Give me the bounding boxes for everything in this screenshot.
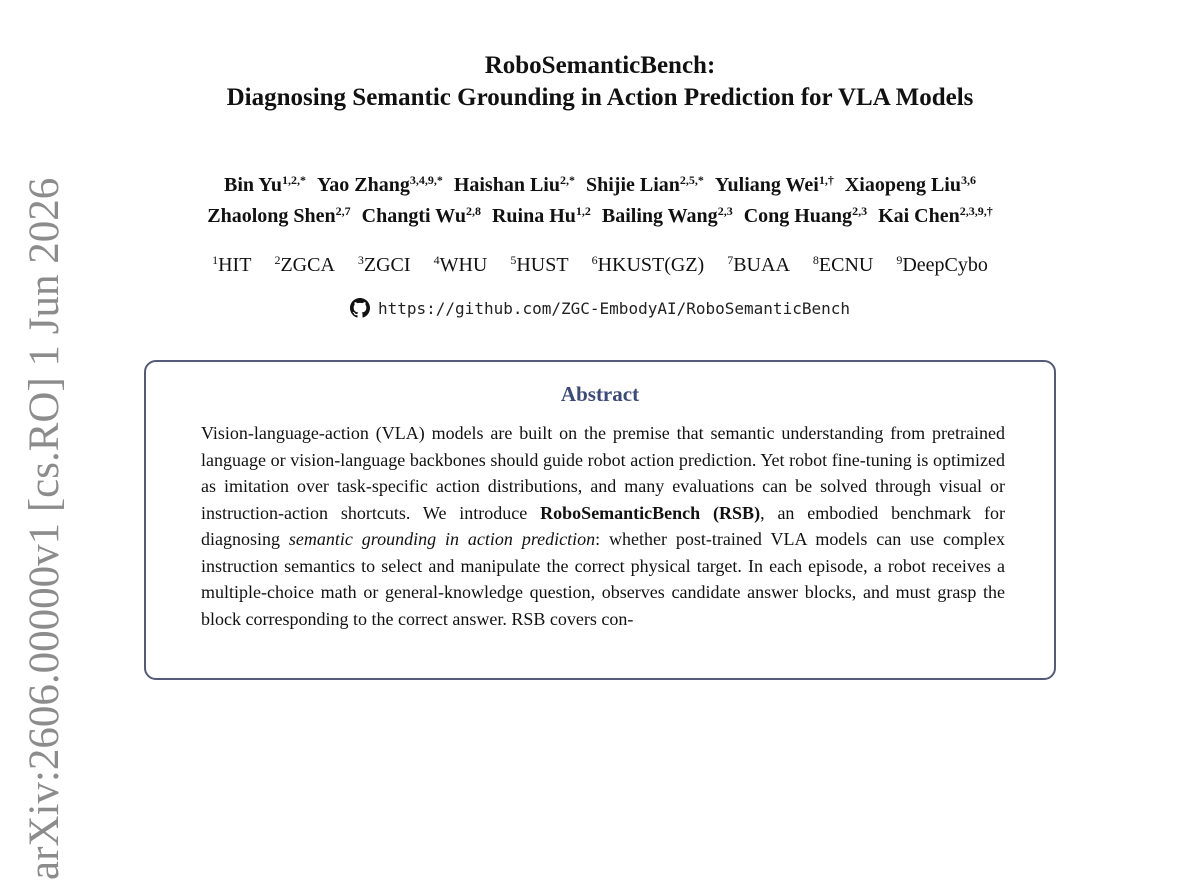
author: Yuliang Wei$^{1,\dagger}$	[714, 173, 834, 196]
author: Bin $Yu^{1,2,*}$	[223, 173, 306, 196]
author: Yao Zhang$^{3,4,9,*}$	[317, 173, 443, 196]
abstract-heading: Abstract	[560, 382, 640, 406]
author: Ruina Hu$^{1,2}$	[491, 204, 591, 227]
affiliation: $^1$HIT	[212, 253, 252, 276]
github-link-row	[0, 297, 1200, 325]
author: Bailing Wang$^{2,3}$	[601, 204, 733, 227]
affiliation: $^7$BUAA	[727, 253, 790, 276]
affiliation: $^5$HUST	[510, 253, 569, 276]
author: Zhaolong Shen$^{2,7}$	[207, 204, 351, 227]
affiliation: $^6$HKUST(GZ)	[591, 253, 705, 276]
affiliation: $^2$ZGCA	[274, 253, 335, 276]
affiliation: $^3$ZGCI	[357, 253, 411, 276]
affiliation: $^4$WHU	[433, 253, 488, 276]
author: Xiaopeng Liu$^{3,6}$	[844, 173, 976, 196]
abstract-box	[144, 360, 1056, 680]
arxiv-stamp-text: arXiv:2606.00000v1 [cs.RO] 1 Jun 2026	[21, 177, 68, 880]
github-url-link[interactable]: https://github.com/ZGC-EmbodyAI/RoboSemanticBench	[377, 299, 850, 318]
benchmark-name: RoboSemanticBench (RSB)	[540, 502, 761, 523]
abstract-body: Vision-language-action (VLA) models are built on the premise that semantic understanding from pretrained language or vision-language backbones should guide robot action prediction. Yet robot fine-tuning is optimized as imitation over task-specific action distributions, and many evaluations can be solved through visual or instruction-action shortcuts. We introduce RoboSemanticBench (RSB), an embodied benchmark for diagnosing semantic grounding in action prediction: whether post-trained VLA models can use complex instruction semantics to select and manipulate the correct physical target. In each episode, a robot receives a multiple-choice math or general-knowledge question, observes candidate answer blocks, and must grasp the block corresponding to the correct answer. RSB covers con-	[201, 423, 1006, 629]
authors-line-2	[0, 201, 1200, 232]
arxiv-stamp	[12, 177, 78, 880]
author: Kai Chen$^{2,3,9,\dagger}$	[878, 204, 993, 227]
github-icon	[350, 298, 370, 325]
author: Cong Huang$^{2,3}$	[743, 204, 868, 227]
paper-title-line-2: Diagnosing Semantic Grounding in Action Prediction for VLA Models	[226, 84, 974, 111]
authors-line-1	[0, 170, 1200, 201]
paper-title-line-1: RoboSemanticBench:	[484, 52, 716, 79]
affiliations	[0, 252, 1200, 278]
author: Changti Wu$^{2,8}$	[361, 204, 481, 227]
affiliation: $^9$DeepCybo	[896, 253, 988, 276]
emphasis-phrase: semantic grounding in action prediction	[288, 529, 596, 549]
affiliation: $^8$ECNU	[812, 253, 874, 276]
author: Haishan Liu$^{2,*}$	[453, 173, 575, 196]
author: Shijie Lian$^{2,5,*}$	[585, 173, 704, 196]
